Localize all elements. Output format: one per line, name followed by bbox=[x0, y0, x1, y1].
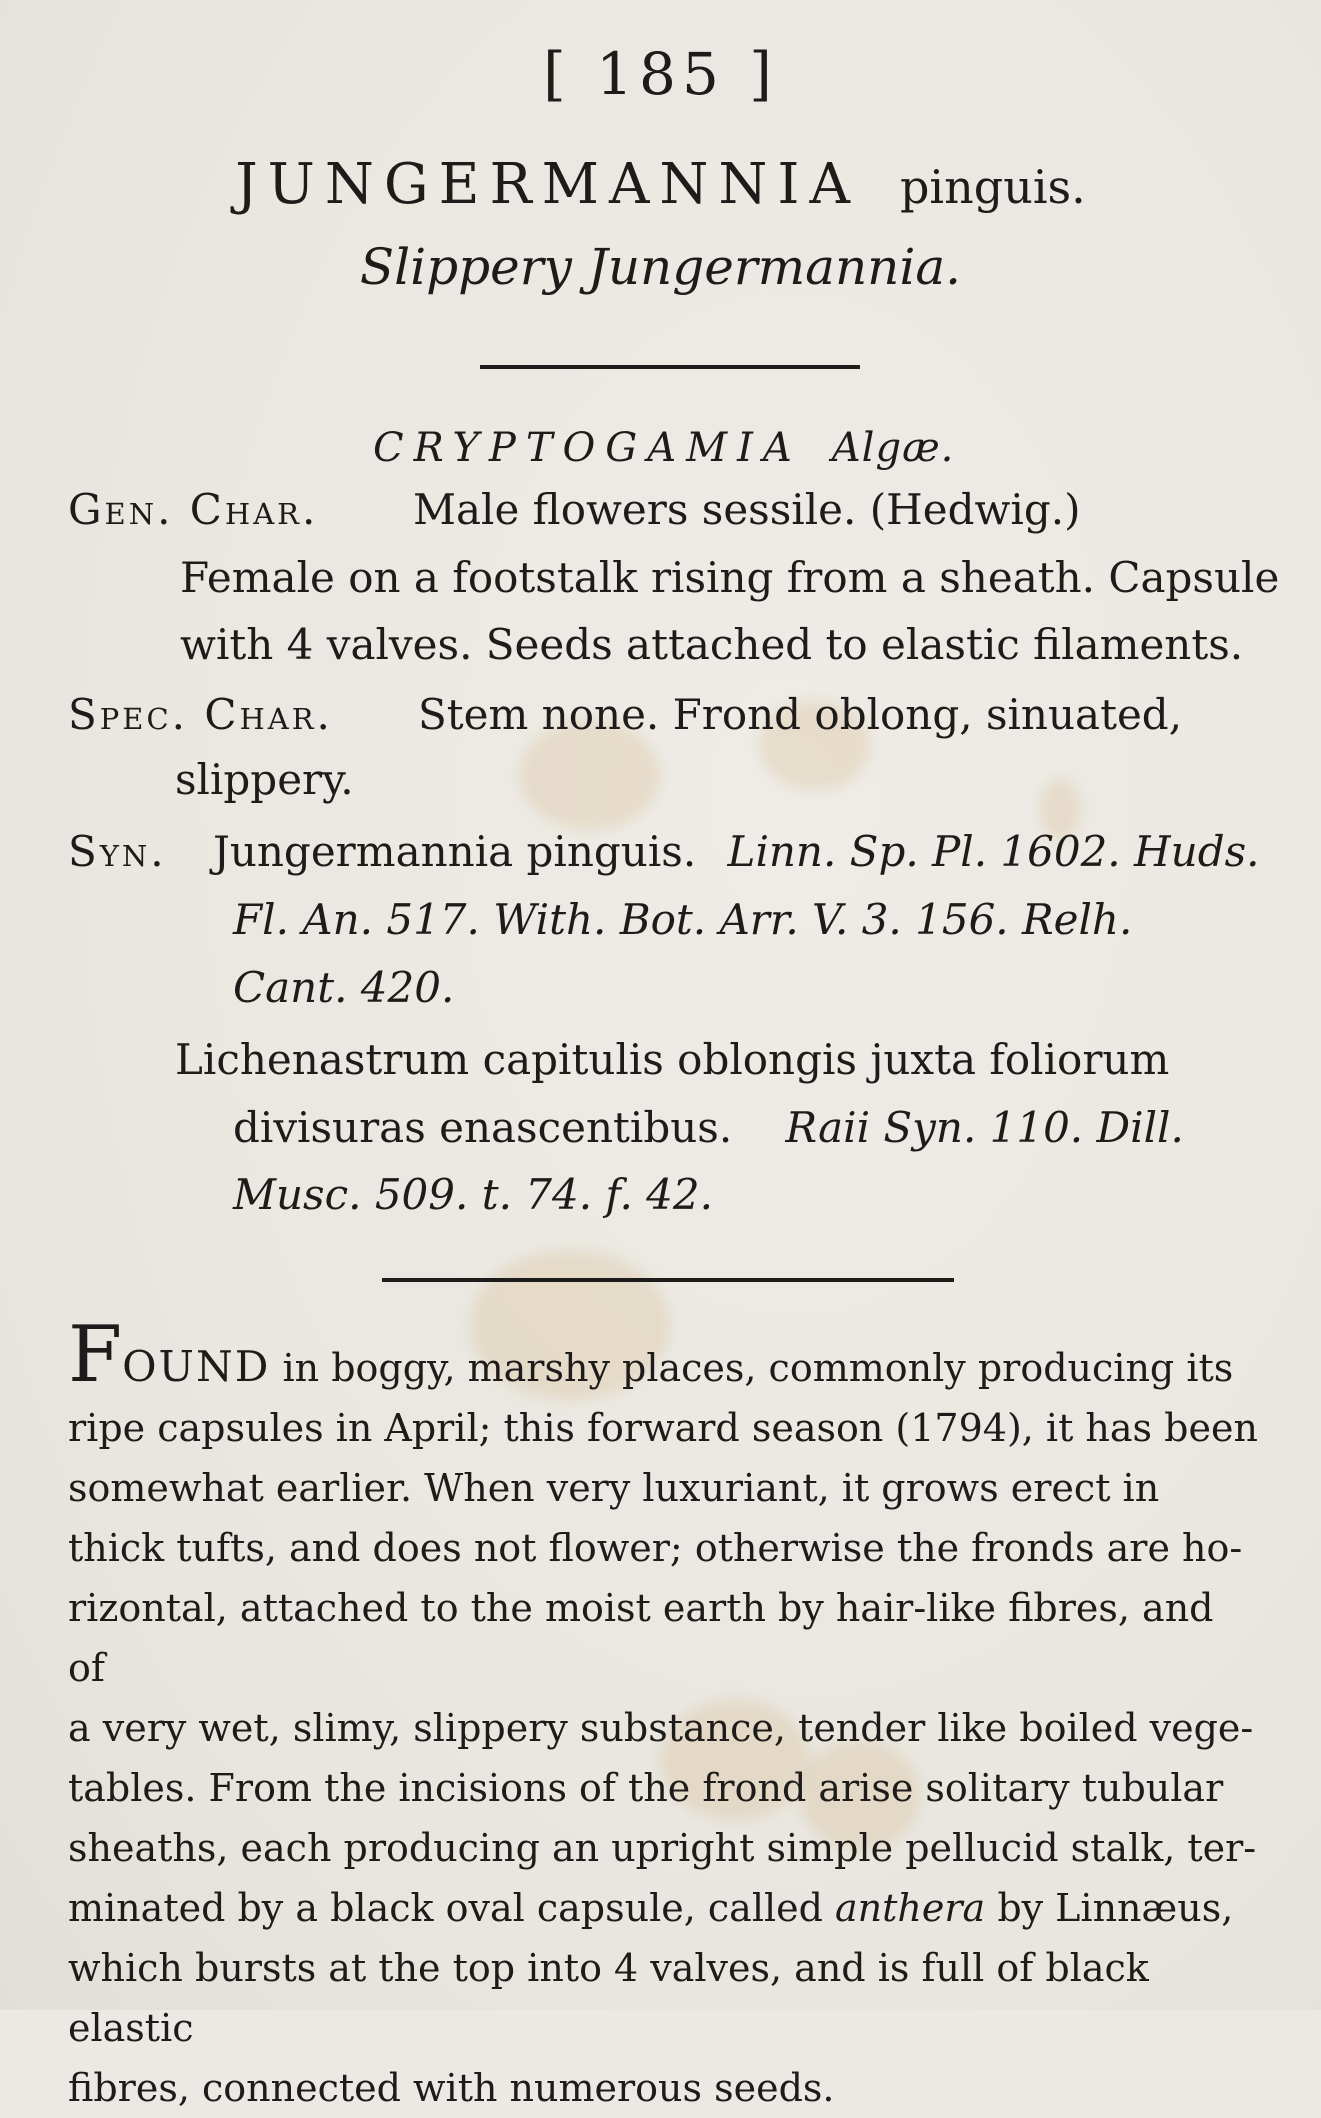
spec-char-line: Stem none. Frond oblong, sinuated, bbox=[418, 690, 1183, 739]
body-line: which bursts at the top into 4 valves, and is full of black elastic bbox=[68, 1946, 1149, 2050]
synonym-line bbox=[213, 827, 1259, 876]
body-line: ripe capsules in April; this forward season (1794), it has been bbox=[68, 1406, 1258, 1450]
body-line: sheaths, each producing an upright simple pellucid stalk, ter- bbox=[68, 1826, 1257, 1870]
divider bbox=[382, 1278, 954, 1282]
genus-name: JUNGERMANNIA bbox=[235, 152, 860, 217]
gen-char-label: Gen. Char. bbox=[68, 485, 319, 534]
page-title bbox=[0, 152, 1321, 217]
body-line: minated by a black oval capsule, called anthera by Linnæus, bbox=[68, 1886, 1234, 1930]
first-word: OUND bbox=[122, 1342, 271, 1391]
gen-char-line: Female on a footstalk rising from a sheath. Capsule bbox=[180, 553, 1280, 602]
classification bbox=[373, 425, 954, 471]
body-paragraph bbox=[68, 1310, 1258, 2118]
gen-char-line: Male flowers sessile. (Hedwig.) bbox=[413, 485, 1081, 534]
spec-char-label: Spec. Char. bbox=[68, 690, 333, 739]
body-line: somewhat earlier. When very luxuriant, it grows erect in bbox=[68, 1466, 1160, 1510]
body-line: thick tufts, and does not flower; otherwise the fronds are ho- bbox=[68, 1526, 1243, 1570]
drop-cap: F bbox=[68, 1310, 123, 1400]
order-name: Algæ. bbox=[831, 425, 955, 471]
synonym-name: divisuras enascentibus. bbox=[233, 1103, 733, 1152]
synonym-line: Musc. 509. t. 74. f. 42. bbox=[233, 1170, 713, 1219]
syn-label: Syn. bbox=[68, 827, 167, 876]
body-line: rizontal, attached to the moist earth by hair-like fibres, and of bbox=[68, 1586, 1214, 1690]
page-number: [ 185 ] bbox=[543, 40, 778, 108]
synonym-line: Cant. 420. bbox=[233, 963, 455, 1012]
body-line: a very wet, slimy, slippery substance, tender like boiled vege- bbox=[68, 1706, 1254, 1750]
body-line: tables. From the incisions of the frond arise solitary tubular bbox=[68, 1766, 1224, 1810]
species-name: pinguis. bbox=[899, 160, 1086, 214]
italic-term: anthera bbox=[835, 1886, 986, 1930]
spec-char-line: slippery. bbox=[175, 755, 354, 804]
synonym-reference: Raii Syn. 110. Dill. bbox=[785, 1103, 1184, 1152]
common-name: Slippery Jungermannia. bbox=[359, 238, 962, 296]
body-line: FOUND in boggy, marshy places, commonly producing its bbox=[68, 1310, 1234, 1400]
divider bbox=[480, 365, 860, 369]
gen-char-line: with 4 valves. Seeds attached to elastic filaments. bbox=[180, 620, 1244, 669]
synonym-line: Lichenastrum capitulis oblongis juxta foliorum bbox=[175, 1035, 1170, 1084]
class-name: CRYPTOGAMIA bbox=[373, 425, 802, 471]
body-line: fibres, connected with numerous seeds. bbox=[68, 2066, 835, 2110]
synonym-line: Fl. An. 517. With. Bot. Arr. V. 3. 156. Relh. bbox=[233, 895, 1133, 944]
synonym-reference: Linn. Sp. Pl. 1602. Huds. bbox=[727, 827, 1260, 876]
synonym-line bbox=[233, 1103, 1184, 1152]
synonym-name: Jungermannia pinguis. bbox=[213, 827, 697, 876]
